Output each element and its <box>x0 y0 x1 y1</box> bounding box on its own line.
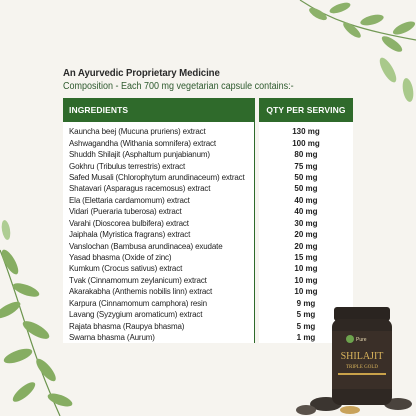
ingredient-qty: 75 mg <box>259 160 352 171</box>
ingredient-qty: 30 mg <box>259 218 352 229</box>
ingredient-name: Kumkum (Crocus sativus) extract <box>63 263 255 274</box>
ingredient-name: Akarakabha (Anthemis nobilis linn) extract <box>63 286 255 297</box>
ingredient-name: Shatavari (Asparagus racemosus) extract <box>63 183 255 194</box>
ingredient-qty: 100 mg <box>259 137 352 148</box>
ingredient-name: Jaiphala (Myristica fragrans) extract <box>63 229 255 240</box>
page-title: An Ayurvedic Proprietary Medicine <box>63 67 220 79</box>
ingredient-qty: 20 mg <box>259 240 352 251</box>
ingredient-name: Safed Musali (Chlorophytum arundinaceum) extract <box>63 172 255 183</box>
ingredient-name: Vanslochan (Bambusa arundinacea) exudate <box>63 240 255 251</box>
ingredients-table <box>63 98 353 343</box>
ingredient-qty: 20 mg <box>259 229 352 240</box>
table-row <box>63 286 353 297</box>
ingredient-qty: 9 mg <box>259 298 352 309</box>
table-row <box>63 218 353 229</box>
table-row <box>63 275 353 286</box>
ingredients-column-header: INGREDIENTS <box>63 98 255 122</box>
table-row <box>63 149 353 160</box>
qty-column-header: QTY PER SERVING <box>259 98 352 122</box>
ingredient-name: Kauncha beej (Mucuna pruriens) extract <box>63 122 255 137</box>
ingredient-qty: 10 mg <box>259 275 352 286</box>
ingredient-qty: 40 mg <box>259 195 352 206</box>
table-row <box>63 122 353 137</box>
ingredient-qty: 40 mg <box>259 206 352 217</box>
table-row <box>63 172 353 183</box>
table-row <box>63 252 353 263</box>
table-row <box>63 309 353 320</box>
ingredient-name: Yasad bhasma (Oxide of zinc) <box>63 252 255 263</box>
table-row <box>63 320 353 331</box>
table-row <box>63 240 353 251</box>
table-row <box>63 160 353 171</box>
ingredient-name: Shuddh Shilajit (Asphaltum punjabianum) <box>63 149 255 160</box>
ingredient-name: Ela (Elettaria cardamomum) extract <box>63 195 255 206</box>
ingredient-qty: 80 mg <box>259 149 352 160</box>
table-row <box>63 332 353 343</box>
table-row <box>63 183 353 194</box>
shilajit-jar-icon <box>330 305 394 413</box>
ingredient-name: Swarna bhasma (Aurum) <box>63 332 255 343</box>
table-row <box>63 263 353 274</box>
composition-panel <box>63 67 353 343</box>
ingredient-qty: 1 mg <box>259 332 352 343</box>
ingredient-qty: 5 mg <box>259 309 352 320</box>
table-row <box>63 206 353 217</box>
composition-subtitle: Composition - Each 700 mg vegetarian capsule contains:- <box>63 81 294 92</box>
ingredient-name: Vidari (Pueraria tuberosa) extract <box>63 206 255 217</box>
ingredient-qty: 5 mg <box>259 320 352 331</box>
table-header-row <box>63 98 353 122</box>
ingredient-qty: 130 mg <box>259 122 352 137</box>
ingredient-qty: 15 mg <box>259 252 352 263</box>
table-row <box>63 229 353 240</box>
ingredient-name: Varahi (Dioscorea bulbifera) extract <box>63 218 255 229</box>
jar-brand: Pure <box>356 337 367 343</box>
ingredient-name: Ashwagandha (Withania somnifera) extract <box>63 137 255 148</box>
ingredients-table-body <box>63 122 353 343</box>
ingredient-name: Karpura (Cinnamomum camphora) resin <box>63 298 255 309</box>
ingredient-qty: 10 mg <box>259 286 352 297</box>
ingredient-qty: 50 mg <box>259 172 352 183</box>
table-row <box>63 195 353 206</box>
table-row <box>63 298 353 309</box>
ingredient-name: Lavang (Syzygium aromaticum) extract <box>63 309 255 320</box>
ingredient-name: Tvak (Cinnamomum zeylanicum) extract <box>63 275 255 286</box>
ingredient-qty: 50 mg <box>259 183 352 194</box>
ingredient-qty: 10 mg <box>259 263 352 274</box>
ingredient-name: Rajata bhasma (Raupya bhasma) <box>63 320 255 331</box>
jar-product-name: SHILAJIT <box>340 351 384 362</box>
table-row <box>63 137 353 148</box>
jar-variant: TRIPLE GOLD <box>345 365 379 370</box>
ingredient-name: Gokhru (Tribulus terrestris) extract <box>63 160 255 171</box>
